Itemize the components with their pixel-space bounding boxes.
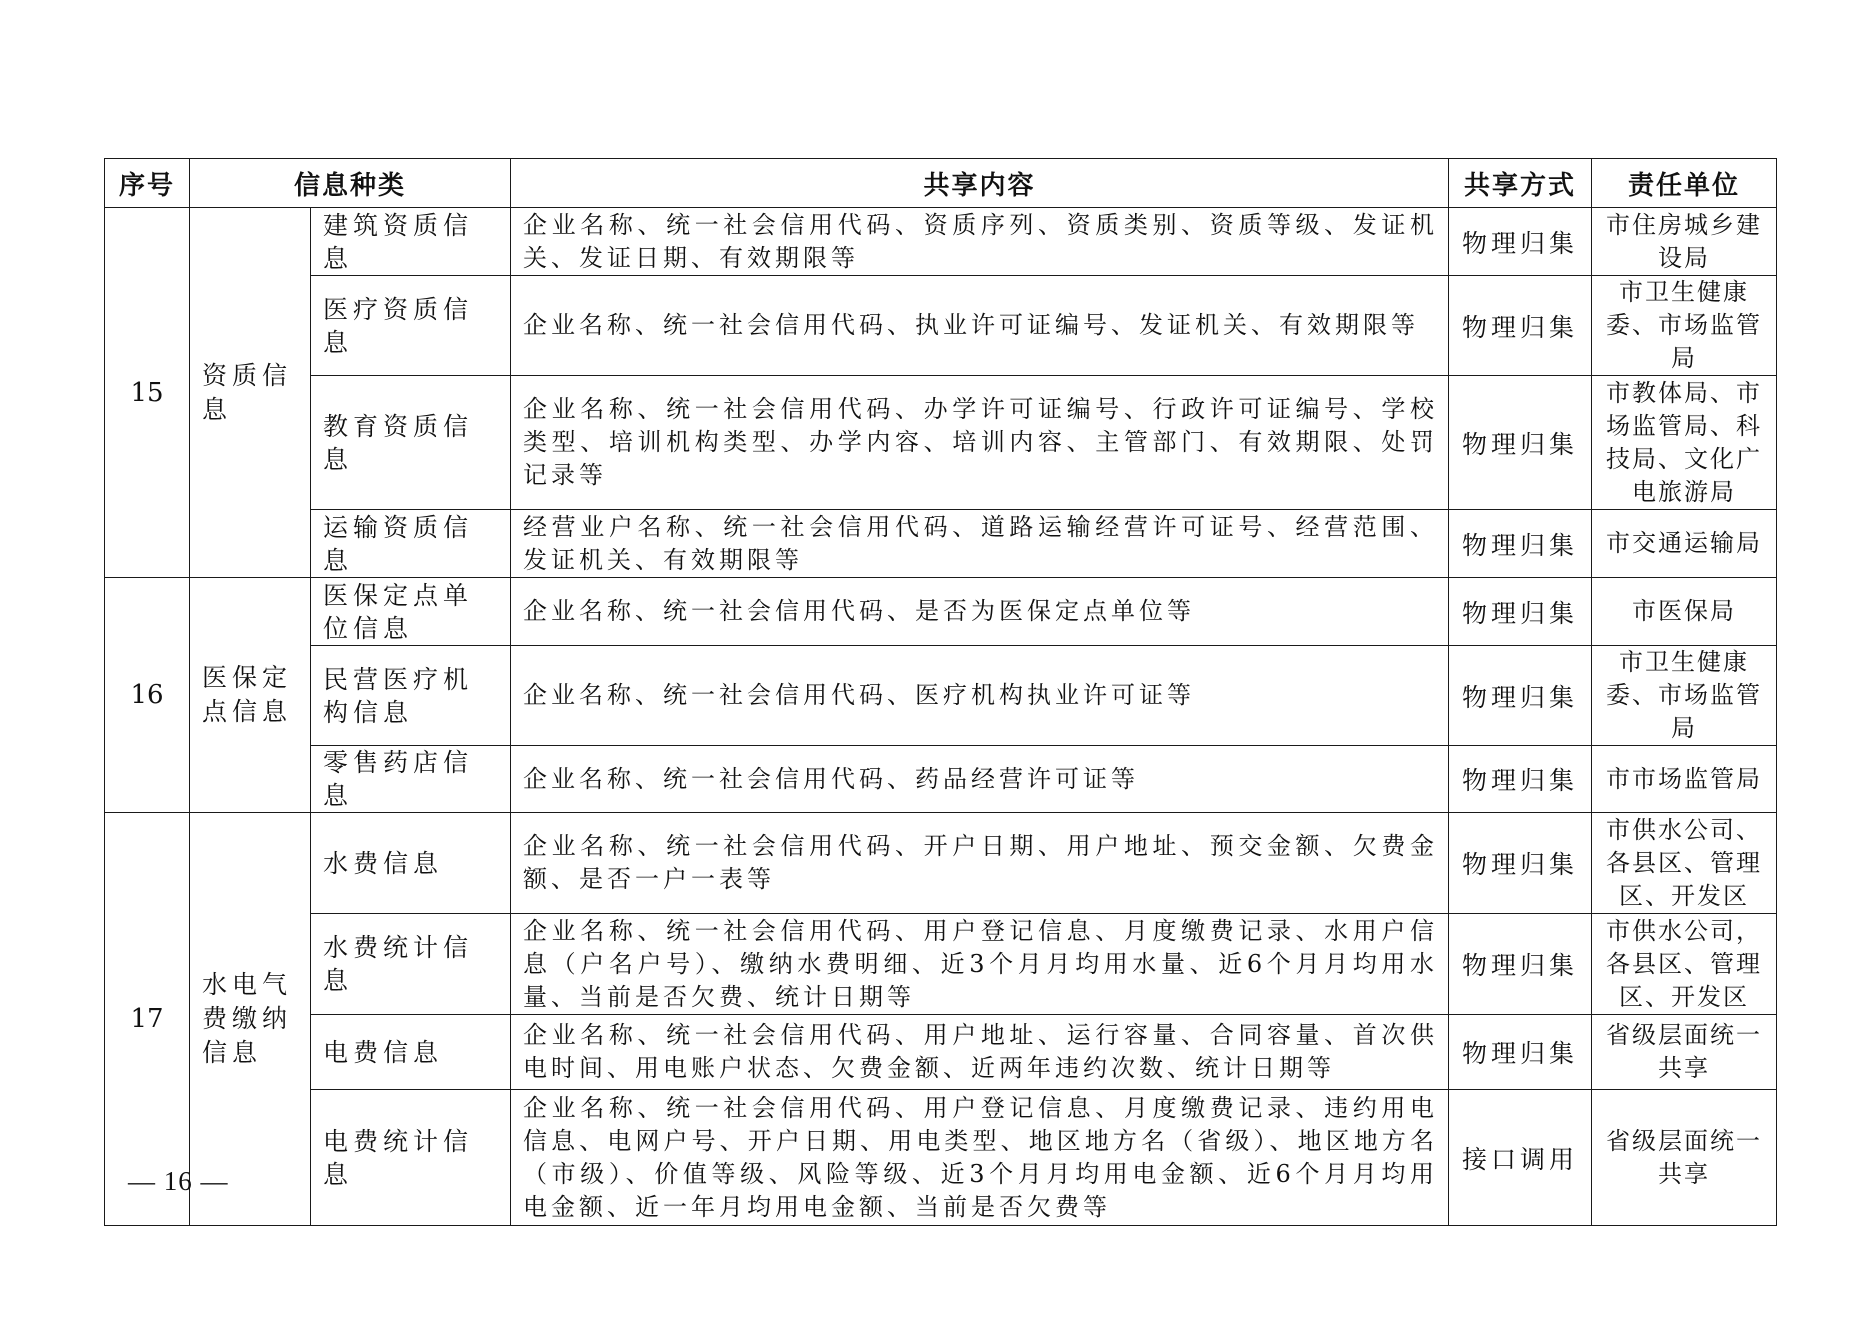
shared-content: 企业名称、统一社会信用代码、用户登记信息、月度缴费记录、违约用电信息、电网户号、开户日期、用电类型、地区地方名（省级）、地区地方名（市级）、价值等级、风险等级、近3个月月均用电金额、近6个月月均用电金额、近一年月均用电金额、当前是否欠费等 [511,1090,1449,1226]
sub-category: 电费统计信息 [311,1090,511,1226]
header-info-category: 信息种类 [190,159,511,208]
responsible-unit: 市卫生健康委、市场监管局 [1592,646,1777,746]
sharing-method: 物理归集 [1449,208,1592,276]
responsible-unit: 市医保局 [1592,578,1777,646]
info-sharing-table [104,158,1777,1226]
sub-category: 医保定点单位信息 [311,578,511,646]
sharing-method: 物理归集 [1449,1015,1592,1090]
sub-category: 教育资质信息 [311,376,511,510]
shared-content: 经营业户名称、统一社会信用代码、道路运输经营许可证号、经营范围、发证机关、有效期限等 [511,510,1449,578]
table-row [105,1090,1777,1226]
header-serial-number: 序号 [105,159,190,208]
group-number: 16 [105,578,190,813]
responsible-unit: 市供水公司、各县区、管理区、开发区 [1592,813,1777,914]
sharing-method: 物理归集 [1449,746,1592,813]
table-header-row [105,159,1777,208]
shared-content: 企业名称、统一社会信用代码、执业许可证编号、发证机关、有效期限等 [511,276,1449,376]
header-sharing-method: 共享方式 [1449,159,1592,208]
group-number: 15 [105,208,190,578]
table-row [105,746,1777,813]
sharing-method: 物理归集 [1449,646,1592,746]
responsible-unit: 市住房城乡建设局 [1592,208,1777,276]
shared-content: 企业名称、统一社会信用代码、医疗机构执业许可证等 [511,646,1449,746]
table-row [105,376,1777,510]
shared-content: 企业名称、统一社会信用代码、开户日期、用户地址、预交金额、欠费金额、是否一户一表等 [511,813,1449,914]
sub-category: 医疗资质信息 [311,276,511,376]
responsible-unit: 市教体局、市场监管局、科技局、文化广电旅游局 [1592,376,1777,510]
table-row [105,510,1777,578]
shared-content: 企业名称、统一社会信用代码、用户登记信息、月度缴费记录、水用户信息（户名户号）、缴纳水费明细、近3个月月均用水量、近6个月月均用水量、当前是否欠费、统计日期等 [511,914,1449,1015]
page-number: — 16 — [128,1166,229,1196]
responsible-unit: 市供水公司，各县区、管理区、开发区 [1592,914,1777,1015]
sub-category: 水费统计信息 [311,914,511,1015]
sub-category: 运输资质信息 [311,510,511,578]
table-row [105,208,1777,276]
responsible-unit: 市交通运输局 [1592,510,1777,578]
header-responsible-unit: 责任单位 [1592,159,1777,208]
group-name: 医保定点信息 [190,578,311,813]
group-name: 水电气费缴纳信息 [190,813,311,1226]
shared-content: 企业名称、统一社会信用代码、办学许可证编号、行政许可证编号、学校类型、培训机构类型、办学内容、培训内容、主管部门、有效期限、处罚记录等 [511,376,1449,510]
sharing-method: 接口调用 [1449,1090,1592,1226]
sub-category: 电费信息 [311,1015,511,1090]
sharing-method: 物理归集 [1449,813,1592,914]
sub-category: 零售药店信息 [311,746,511,813]
sub-category: 水费信息 [311,813,511,914]
responsible-unit: 市市场监管局 [1592,746,1777,813]
table-row [105,646,1777,746]
shared-content: 企业名称、统一社会信用代码、用户地址、运行容量、合同容量、首次供电时间、用电账户状态、欠费金额、近两年违约次数、统计日期等 [511,1015,1449,1090]
table-row [105,276,1777,376]
table-row [105,1015,1777,1090]
group-number: 17 [105,813,190,1226]
shared-content: 企业名称、统一社会信用代码、是否为医保定点单位等 [511,578,1449,646]
sharing-method: 物理归集 [1449,376,1592,510]
responsible-unit: 省级层面统一共享 [1592,1090,1777,1226]
table-row [105,914,1777,1015]
sub-category: 建筑资质信息 [311,208,511,276]
sharing-method: 物理归集 [1449,510,1592,578]
shared-content: 企业名称、统一社会信用代码、药品经营许可证等 [511,746,1449,813]
table-row [105,578,1777,646]
group-name: 资质信息 [190,208,311,578]
sharing-method: 物理归集 [1449,276,1592,376]
sub-category: 民营医疗机构信息 [311,646,511,746]
sharing-method: 物理归集 [1449,578,1592,646]
sharing-method: 物理归集 [1449,914,1592,1015]
responsible-unit: 市卫生健康委、市场监管局 [1592,276,1777,376]
shared-content: 企业名称、统一社会信用代码、资质序列、资质类别、资质等级、发证机关、发证日期、有效期限等 [511,208,1449,276]
header-shared-content: 共享内容 [511,159,1449,208]
table-row [105,813,1777,914]
responsible-unit: 省级层面统一共享 [1592,1015,1777,1090]
